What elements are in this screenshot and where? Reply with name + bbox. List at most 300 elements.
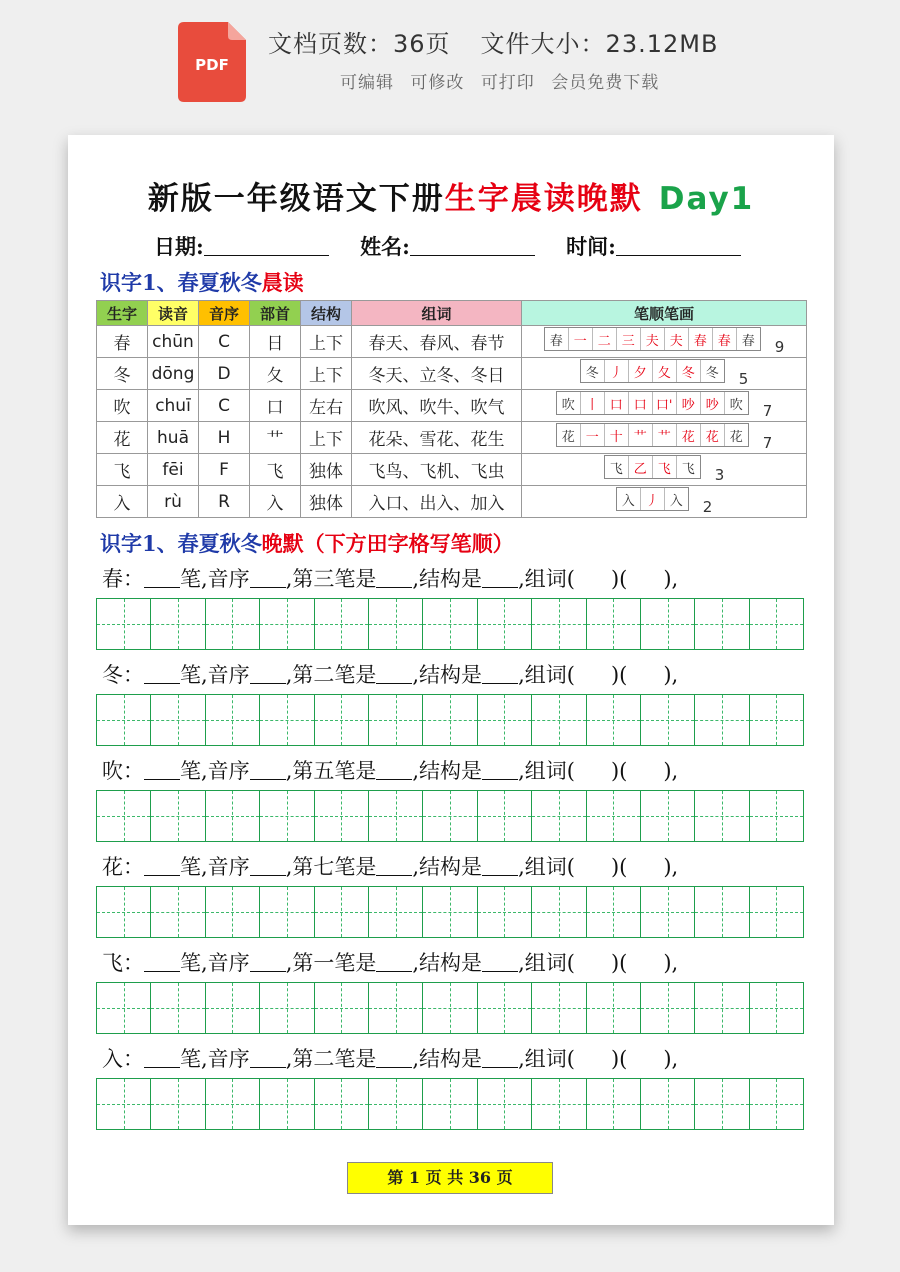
question-text: )(: [610, 567, 628, 591]
question-text: ),: [663, 567, 679, 591]
answer-blank[interactable]: [482, 955, 518, 972]
cell-radical: 入: [250, 486, 301, 518]
stroke-step: 飞: [681, 461, 695, 477]
tianzige-cell[interactable]: [206, 599, 260, 649]
practice-question: [102, 659, 678, 689]
stroke-step: 入: [617, 488, 641, 510]
tianzige-cell[interactable]: [369, 983, 423, 1033]
question-text: ：: [123, 567, 144, 591]
tianzige-cell[interactable]: [750, 1079, 803, 1129]
stroke-count: 5: [738, 370, 749, 388]
question-text: ,组词(: [518, 759, 575, 783]
tianzige-cell[interactable]: [315, 791, 369, 841]
tianzige-cell[interactable]: [532, 599, 586, 649]
question-text: ,: [285, 951, 293, 975]
stroke-step: 吵: [677, 392, 701, 414]
tianzige-cell[interactable]: [532, 1079, 586, 1129]
tianzige-cell[interactable]: [750, 887, 803, 937]
tianzige-cell[interactable]: [587, 695, 641, 745]
feature-editable: 可编辑: [340, 73, 394, 93]
question-text: ,音序: [201, 759, 250, 783]
stroke-step: 艹: [653, 424, 677, 446]
file-meta: [268, 24, 718, 59]
tianzige-cell[interactable]: [315, 983, 369, 1033]
cell-stroke-order: [522, 390, 807, 422]
tianzige-cell[interactable]: [423, 599, 477, 649]
title-day: Day1: [658, 181, 755, 217]
question-text: ),: [663, 759, 679, 783]
cell-char: 冬: [97, 358, 148, 390]
answer-blank[interactable]: [482, 571, 518, 588]
question-text: 第二笔是: [292, 663, 377, 687]
tianzige-cell[interactable]: [478, 599, 532, 649]
stroke-step: 乙: [629, 456, 653, 478]
tianzige-cell[interactable]: [97, 791, 151, 841]
answer-blank[interactable]: [250, 571, 286, 588]
col-pinyin: 读音: [148, 301, 199, 326]
stroke-step: 吹: [557, 392, 581, 414]
cell-pinyin: chuī: [148, 390, 199, 422]
answer-blank[interactable]: [144, 571, 180, 588]
tianzige-cell[interactable]: [260, 791, 314, 841]
tianzige-cell[interactable]: [695, 695, 749, 745]
stroke-sequence: [616, 487, 689, 511]
tianzige-cell[interactable]: [478, 791, 532, 841]
answer-blank[interactable]: [144, 667, 180, 684]
tianzige-cell[interactable]: [695, 887, 749, 937]
stroke-count: 7: [762, 434, 773, 452]
question-text: ：: [123, 663, 144, 687]
tianzige-cell[interactable]: [641, 599, 695, 649]
tianzige-grid: [96, 694, 804, 746]
cell-words: 冬天、立冬、冬日: [352, 358, 522, 390]
cell-stroke-order: [522, 422, 807, 454]
worksheet-page: [68, 135, 834, 1225]
tianzige-cell[interactable]: [369, 791, 423, 841]
tianzige-cell[interactable]: [260, 983, 314, 1033]
cell-initial: H: [199, 422, 250, 454]
pdf-file-icon: [178, 22, 246, 102]
stroke-step: 花: [701, 424, 725, 446]
stroke-step: 春: [689, 328, 713, 350]
cell-stroke-order: [522, 358, 807, 390]
tianzige-cell[interactable]: [315, 599, 369, 649]
stroke-step: 艹: [629, 424, 653, 446]
table-row: [97, 454, 807, 486]
stroke-step: 吵: [701, 392, 725, 414]
question-text: ),: [663, 855, 679, 879]
tianzige-cell[interactable]: [260, 599, 314, 649]
stroke-step: 吹: [729, 397, 743, 413]
practice-question: [102, 563, 678, 593]
tianzige-cell[interactable]: [369, 1079, 423, 1129]
tianzige-cell[interactable]: [695, 599, 749, 649]
practice-question: [102, 755, 678, 785]
question-text: ,结构是: [412, 1047, 483, 1071]
tianzige-cell[interactable]: [151, 599, 205, 649]
question-text: 笔: [180, 951, 201, 975]
tianzige-cell[interactable]: [587, 599, 641, 649]
cell-words: 花朵、雪花、花生: [352, 422, 522, 454]
question-text: ),: [663, 951, 679, 975]
tianzige-cell[interactable]: [532, 791, 586, 841]
tianzige-cell[interactable]: [478, 887, 532, 937]
question-text: ,结构是: [412, 855, 483, 879]
tianzige-cell[interactable]: [750, 983, 803, 1033]
tianzige-cell[interactable]: [151, 791, 205, 841]
question-text: ,: [285, 567, 293, 591]
cell-words: 春天、春风、春节: [352, 326, 522, 358]
question-text: 吹: [102, 759, 123, 783]
tianzige-cell[interactable]: [587, 983, 641, 1033]
cell-words: 吹风、吹牛、吹气: [352, 390, 522, 422]
answer-blank[interactable]: [250, 955, 286, 972]
answer-blank[interactable]: [144, 763, 180, 780]
stroke-step: 口': [653, 392, 677, 414]
stroke-step: 夕: [629, 360, 653, 382]
question-text: ,: [285, 759, 293, 783]
question-text: 第五笔是: [292, 759, 377, 783]
question-text: 笔: [180, 759, 201, 783]
table-row: [97, 358, 807, 390]
cell-pinyin: huā: [148, 422, 199, 454]
col-structure: 结构: [301, 301, 352, 326]
feature-member-download: 会员免费下载: [551, 73, 660, 93]
stroke-count: 7: [762, 402, 773, 420]
stroke-count: 9: [774, 338, 785, 356]
cell-char: 吹: [97, 390, 148, 422]
question-text: )(: [610, 759, 628, 783]
answer-blank[interactable]: [376, 1051, 412, 1068]
question-text: )(: [610, 951, 628, 975]
tianzige-cell[interactable]: [423, 695, 477, 745]
tianzige-cell[interactable]: [206, 887, 260, 937]
cell-structure: 上下: [301, 326, 352, 358]
question-text: ),: [663, 663, 679, 687]
page-number: 第 1 页 共 36 页: [347, 1162, 553, 1194]
page-count: 文档页数：36页: [268, 30, 451, 58]
stroke-step: 口: [629, 392, 653, 414]
question-text: ,音序: [201, 663, 250, 687]
question-text: 冬: [102, 663, 123, 687]
tianzige-cell[interactable]: [478, 695, 532, 745]
stroke-step: 丿: [641, 488, 665, 510]
stroke-step: 二: [593, 328, 617, 350]
stroke-step: 冬: [677, 360, 701, 382]
section-evening-title: 识字1、春夏秋冬晚默（下方田字格写笔顺）: [100, 531, 514, 556]
question-text: 春: [102, 567, 123, 591]
tianzige-cell[interactable]: [532, 695, 586, 745]
pdf-icon-label: PDF: [195, 56, 229, 74]
table-row: [97, 326, 807, 358]
stroke-step: 春: [545, 328, 569, 350]
answer-blank[interactable]: [376, 859, 412, 876]
question-text: ,: [285, 663, 293, 687]
question-text: 第一笔是: [292, 951, 377, 975]
cell-radical: 飞: [250, 454, 301, 486]
question-text: ,组词(: [518, 663, 575, 687]
question-text: 花: [102, 855, 123, 879]
col-words: 组词: [352, 301, 522, 326]
practice-question: [102, 947, 678, 977]
cell-radical: 艹: [250, 422, 301, 454]
stroke-step: 花: [557, 424, 581, 446]
question-text: ：: [123, 855, 144, 879]
tianzige-cell[interactable]: [478, 1079, 532, 1129]
stroke-step: 一: [581, 424, 605, 446]
student-info-row: [154, 231, 765, 261]
tianzige-cell[interactable]: [532, 983, 586, 1033]
tianzige-cell[interactable]: [587, 1079, 641, 1129]
tianzige-grid: [96, 886, 804, 938]
cell-char: 入: [97, 486, 148, 518]
cell-pinyin: rù: [148, 486, 199, 518]
question-text: ,结构是: [412, 759, 483, 783]
tianzige-cell[interactable]: [369, 887, 423, 937]
stroke-step: 夫: [641, 328, 665, 350]
question-text: 入: [102, 1047, 123, 1071]
answer-blank[interactable]: [482, 667, 518, 684]
question-text: )(: [610, 855, 628, 879]
answer-blank[interactable]: [144, 859, 180, 876]
cell-pinyin: fēi: [148, 454, 199, 486]
cell-stroke-order: [522, 486, 807, 518]
answer-blank[interactable]: [250, 1051, 286, 1068]
cell-stroke-order: [522, 454, 807, 486]
stroke-count: 2: [702, 498, 713, 516]
stroke-step: 春: [713, 328, 737, 350]
tianzige-grid: [96, 790, 804, 842]
tianzige-cell[interactable]: [532, 887, 586, 937]
tianzige-cell[interactable]: [97, 887, 151, 937]
tianzige-cell[interactable]: [151, 695, 205, 745]
col-strokes: 笔顺笔画: [522, 301, 807, 326]
tianzige-cell[interactable]: [97, 983, 151, 1033]
stroke-sequence: [556, 423, 749, 447]
answer-blank[interactable]: [482, 859, 518, 876]
cell-pinyin: chūn: [148, 326, 199, 358]
question-text: 第二笔是: [292, 1047, 377, 1071]
question-text: 笔: [180, 1047, 201, 1071]
cell-words: 飞鸟、飞机、飞虫: [352, 454, 522, 486]
section-morning-title: 识字1、春夏秋冬晨读: [100, 270, 304, 295]
tianzige-cell[interactable]: [423, 887, 477, 937]
cell-structure: 上下: [301, 422, 352, 454]
stroke-step: 口: [605, 392, 629, 414]
answer-blank[interactable]: [376, 955, 412, 972]
table-header-row: [97, 301, 807, 326]
question-text: 第三笔是: [292, 567, 377, 591]
question-text: ,组词(: [518, 1047, 575, 1071]
cell-structure: 独体: [301, 486, 352, 518]
tianzige-cell[interactable]: [206, 983, 260, 1033]
cell-radical: 日: [250, 326, 301, 358]
question-text: 笔: [180, 663, 201, 687]
stroke-step: 花: [729, 429, 743, 445]
question-text: ,音序: [201, 855, 250, 879]
question-text: ,组词(: [518, 951, 575, 975]
question-text: ,结构是: [412, 951, 483, 975]
cell-initial: D: [199, 358, 250, 390]
answer-blank[interactable]: [144, 1051, 180, 1068]
question-text: ),: [663, 1047, 679, 1071]
stroke-count: 3: [714, 466, 725, 484]
question-text: ：: [123, 951, 144, 975]
practice-question: [102, 1043, 678, 1073]
stroke-step: 十: [605, 424, 629, 446]
tianzige-cell[interactable]: [369, 695, 423, 745]
question-text: ,音序: [201, 951, 250, 975]
tianzige-cell[interactable]: [423, 791, 477, 841]
stroke-step: 飞: [653, 456, 677, 478]
stroke-step: 入: [669, 493, 683, 509]
tianzige-cell[interactable]: [587, 887, 641, 937]
tianzige-grid: [96, 1078, 804, 1130]
col-initial: 音序: [199, 301, 250, 326]
worksheet-title: [68, 173, 834, 218]
answer-blank[interactable]: [250, 667, 286, 684]
question-text: ,: [285, 1047, 293, 1071]
tianzige-cell[interactable]: [369, 599, 423, 649]
character-table: [96, 300, 807, 518]
stroke-sequence: [580, 359, 725, 383]
cell-initial: R: [199, 486, 250, 518]
stroke-step: 一: [569, 328, 593, 350]
tianzige-cell[interactable]: [641, 695, 695, 745]
question-text: 第七笔是: [292, 855, 377, 879]
document-header: [0, 0, 900, 120]
tianzige-cell[interactable]: [97, 695, 151, 745]
tianzige-cell[interactable]: [315, 695, 369, 745]
tianzige-cell[interactable]: [315, 1079, 369, 1129]
cell-structure: 上下: [301, 358, 352, 390]
feature-printable: 可打印: [480, 73, 535, 93]
feature-modifiable: 可修改: [410, 73, 465, 93]
question-text: )(: [610, 663, 628, 687]
tianzige-cell[interactable]: [260, 887, 314, 937]
stroke-sequence: [556, 391, 749, 415]
table-row: [97, 422, 807, 454]
cell-initial: C: [199, 390, 250, 422]
tianzige-cell[interactable]: [260, 1079, 314, 1129]
cell-stroke-order: [522, 326, 807, 358]
tianzige-cell[interactable]: [478, 983, 532, 1033]
answer-blank[interactable]: [482, 1051, 518, 1068]
tianzige-cell[interactable]: [151, 983, 205, 1033]
stroke-step: 飞: [605, 456, 629, 478]
practice-question: [102, 851, 678, 881]
question-text: 笔: [180, 855, 201, 879]
stroke-step: 春: [741, 333, 755, 349]
title-highlight: 生字晨读晚默: [444, 181, 643, 217]
name-field[interactable]: 姓名:: [360, 231, 535, 261]
col-char: 生字: [97, 301, 148, 326]
stroke-step: 夫: [665, 328, 689, 350]
stroke-sequence: [604, 455, 701, 479]
tianzige-cell[interactable]: [641, 791, 695, 841]
answer-blank[interactable]: [376, 667, 412, 684]
question-text: 笔: [180, 567, 201, 591]
cell-char: 飞: [97, 454, 148, 486]
col-radical: 部首: [250, 301, 301, 326]
time-field[interactable]: 时间:: [566, 231, 741, 261]
answer-blank[interactable]: [482, 763, 518, 780]
table-row: [97, 390, 807, 422]
tianzige-cell[interactable]: [695, 1079, 749, 1129]
stroke-step: 冬: [581, 360, 605, 382]
tianzige-cell[interactable]: [750, 599, 803, 649]
tianzige-cell[interactable]: [587, 791, 641, 841]
cell-radical: 口: [250, 390, 301, 422]
question-text: ,音序: [201, 1047, 250, 1071]
tianzige-cell[interactable]: [641, 887, 695, 937]
cell-words: 入口、出入、加入: [352, 486, 522, 518]
tianzige-cell[interactable]: [423, 983, 477, 1033]
cell-structure: 独体: [301, 454, 352, 486]
stroke-step: 丿: [605, 360, 629, 382]
stroke-step: 冬: [705, 365, 719, 381]
tianzige-cell[interactable]: [260, 695, 314, 745]
stroke-step: 三: [617, 328, 641, 350]
table-row: [97, 486, 807, 518]
question-text: ,: [285, 855, 293, 879]
tianzige-cell[interactable]: [151, 1079, 205, 1129]
tianzige-cell[interactable]: [206, 791, 260, 841]
tianzige-cell[interactable]: [97, 1079, 151, 1129]
question-text: ,组词(: [518, 567, 575, 591]
cell-radical: 夂: [250, 358, 301, 390]
tianzige-cell[interactable]: [206, 695, 260, 745]
cell-initial: C: [199, 326, 250, 358]
feature-list: [340, 68, 669, 93]
question-text: ,音序: [201, 567, 250, 591]
answer-blank[interactable]: [250, 859, 286, 876]
tianzige-cell[interactable]: [97, 599, 151, 649]
question-text: 飞: [102, 951, 123, 975]
stroke-step: 夂: [653, 360, 677, 382]
tianzige-cell[interactable]: [641, 1079, 695, 1129]
stroke-step: 丨: [581, 392, 605, 414]
answer-blank[interactable]: [144, 955, 180, 972]
question-text: ,组词(: [518, 855, 575, 879]
answer-blank[interactable]: [250, 763, 286, 780]
file-size: 文件大小：23.12MB: [480, 30, 719, 58]
question-text: ：: [123, 1047, 144, 1071]
stroke-sequence: [544, 327, 761, 351]
cell-pinyin: dōng: [148, 358, 199, 390]
cell-structure: 左右: [301, 390, 352, 422]
tianzige-cell[interactable]: [206, 1079, 260, 1129]
cell-char: 花: [97, 422, 148, 454]
question-text: ,结构是: [412, 663, 483, 687]
date-field[interactable]: 日期:: [154, 231, 329, 261]
stroke-step: 花: [677, 424, 701, 446]
tianzige-cell[interactable]: [641, 983, 695, 1033]
tianzige-cell[interactable]: [423, 1079, 477, 1129]
cell-initial: F: [199, 454, 250, 486]
question-text: ：: [123, 759, 144, 783]
answer-blank[interactable]: [376, 763, 412, 780]
answer-blank[interactable]: [376, 571, 412, 588]
tianzige-grid: [96, 982, 804, 1034]
tianzige-grid: [96, 598, 804, 650]
tianzige-cell[interactable]: [750, 695, 803, 745]
tianzige-cell[interactable]: [315, 887, 369, 937]
tianzige-cell[interactable]: [695, 983, 749, 1033]
tianzige-cell[interactable]: [750, 791, 803, 841]
tianzige-cell[interactable]: [151, 887, 205, 937]
tianzige-cell[interactable]: [695, 791, 749, 841]
